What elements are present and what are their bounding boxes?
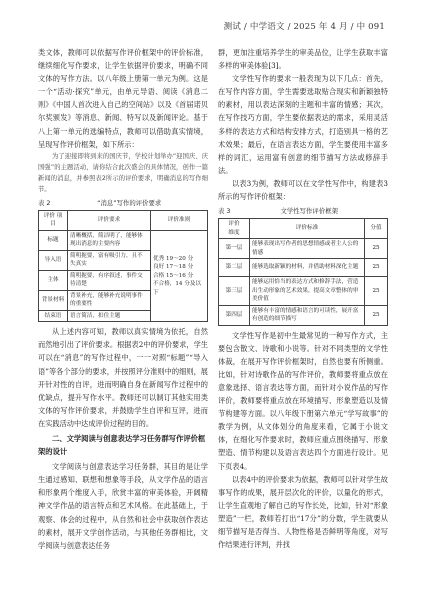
table-row	[219, 277, 388, 306]
table-header-cell: 评价准则	[151, 210, 208, 230]
table-header-cell: 评价 项目	[39, 210, 68, 230]
left-paragraph-3: 文学阅读与创意表达学习任务群，其目的是让学生通过感知、联想和想象等手段，从文学作品的语言和形象两个维度入手，欣赏丰富的审美体验，开阔精神文学作品的语言特点和艺术风格。在此基础上，于观察、体会的过程中，从自然和社会中获取创作表达的素材，展开文学创作活动，与其他任务群相比，文学阅读与创意表达任务	[38, 462, 208, 550]
table-cell-requirement: 背景补充，能够补充说明事件的重要性	[68, 290, 151, 310]
table-cell-standard: 能够选取新颖的材料，并借助材料深化主题	[250, 259, 365, 277]
table-cell-requirement: 简明扼要，富有吸引力，且不失真实	[68, 250, 151, 270]
table-cell-item: 结束语	[39, 310, 68, 322]
table-cell-score: 25	[365, 259, 388, 277]
right-paragraph-1: 群，更加注重培养学生的审美品位，让学生获取丰富多样的审美体验[3]。	[218, 48, 388, 71]
table-cell-score: 25	[365, 239, 388, 259]
table-3-title: 文学性写作评价框架	[280, 207, 338, 216]
table-3-literary-writing-framework	[218, 218, 388, 326]
left-paragraph-1: 类文体，教师可以依据写作评价框架中的评价标准，继续细化写作要求，让学生依据评价要求，明确不同文体的写作方法。以八年级上册第一单元为例。这是一个“活动·探究”单元，由单元导语、阅读《消息二则》《中国人首次进入自己的空间站》以及《首届诺贝尔奖颁发》等消息、新闻、特写以及新闻评论。基于八上第一单元的选编特点，教师可以借助真实情境，呈现写作评价框架，如下所示：	[38, 48, 208, 149]
table-cell-requirement: 语言简洁，扣住主题	[68, 310, 151, 322]
table-cell-dimension: 第三层	[219, 277, 250, 306]
table-3-caption	[218, 206, 388, 216]
table-3-label: 表 3	[218, 207, 231, 216]
table-row	[219, 259, 388, 277]
left-paragraph-2: 从上述内容可知，教师以真实情境为依托，自然而然地引出了评价要求。根据表2中的评价要求，学生可以在“消息”的写作过程中，一一对照“标题”“导入语”等各个部分的要求，并按照评分准则中的细则，展开针对性的自评，进而明确自身在新闻写作过程中的优缺点，提升写作水平。教师还可以制订其他实用类文体的写作评价要求，并鼓励学生自评和互评，进而在实践活动中达成评价过程的目的。	[38, 327, 208, 428]
table-cell-requirement: 简明扼要，有序叙述，事件交待清楚	[68, 270, 151, 290]
table-2-message-writing-requirements	[38, 210, 208, 323]
table-row	[39, 230, 208, 250]
table-row	[219, 305, 388, 325]
table-cell-score: 25	[365, 277, 388, 306]
table-header-cell: 评价标准	[250, 219, 365, 239]
right-paragraph-2: 文学性写作的要求一般表现为以下几点：首先，在写作内容方面，学生需要选取贴合现实和新颖独特的素材，用以表达深刻的主题和丰富的情感；其次，在写作技巧方面，学生要依据表达的需求，采用灵活多样的表达方式和结构安排方式，打造别具一格的艺术效果；最后，在语言表达方面，学生要使用丰富多样的词汇，运用富有创意的细节描写方法或修辞手法。	[218, 74, 388, 175]
section-heading: 二、文学阅读与创意表达学习任务群写作评价框架的设计	[38, 434, 206, 457]
table-cell-dimension: 第二层	[219, 259, 250, 277]
table-header-cell: 评价要求	[68, 210, 151, 230]
table-2-title: “消息”写作的评价要求	[97, 198, 162, 207]
right-paragraph-3: 以表3为例，教师可以在文学性写作中，构建表3所示的写作评价框架：	[218, 178, 388, 202]
table-cell-dimension: 第一层	[219, 239, 250, 259]
page-header	[0, 18, 427, 42]
right-paragraph-4: 文学性写作是初中生最常见的一种写作方式，主要包含散文、诗歌和小说等。针对不同类型的文学性体裁，在展开写作评价框架时，自然也要有所侧重。比如，针对诗歌作品的写作评价，教师要将重点放在意象选择、语言表达等方面，而针对小说作品的写作评价，教师要将重点放在环境描写、形象塑造以及情节构建等方面。以八年级下册第六单元“学写故事”的教学为例，从文体划分的角度来看，它属于小说文体，在细化写作要求时，教师应重点围绕描写、形象塑造、情节构建以及语言表达四个方面进行设计。见下页表4。	[218, 330, 388, 471]
table-header-row	[39, 210, 208, 230]
table-cell-item: 背景材料	[39, 290, 68, 310]
table-cell-item: 标题	[39, 230, 68, 250]
table-cell-requirement: 清晰概括，简洁明了，能够体现出消息的主要内容	[68, 230, 151, 250]
table-cell-standard: 能够表现出写作者的思想情感或者主人公的情感	[250, 239, 365, 259]
table-header-cell: 评价 维度	[219, 219, 250, 239]
table-row	[219, 239, 388, 259]
right-column	[218, 46, 388, 551]
table-header-cell: 分值	[365, 219, 388, 239]
table-cell-dimension: 第四层	[219, 305, 250, 325]
table-cell-item: 导入语	[39, 250, 68, 270]
table-cell-item: 主体	[39, 270, 68, 290]
task-scenario-note: 为了迎接即将到来的国庆节，学校计划举办“迎国庆、庆国强”的主题活动，请你结合此次盛会的具体情况，创作一篇新闻的消息，并参照表2所示的评价要求，明确消息的写作细节。	[38, 152, 208, 193]
header-running-title: 测试 / 中学语文 / 2025 年 4 月 / 中 091	[223, 22, 385, 32]
table-cell-standard: 能够运用恰当的表达方式和修辞手法，营造出生动形象的艺术效果，提高文章整体的审美价值	[250, 277, 365, 306]
right-paragraph-5: 以表4中的评价要求为依据，教师可以针对学生故事写作的成果，展开层次化的评价，以量化的形式，让学生直观地了解自己的写作长处，比如，针对“形象塑造”一栏，教师若打出“17分”的分数，学生就要从细节描写是否得当、人物性格是否鲜明等角度，对写作结果进行评判，并找	[218, 474, 388, 550]
table-2-label: 表 2	[38, 198, 51, 207]
table-cell-standard: 能够有丰富的情感和语言的可读性，展开富有创造的细节描写	[250, 305, 365, 325]
table-header-row	[219, 219, 388, 239]
table-2-caption	[38, 198, 208, 208]
table-cell-criteria: 优秀 19～20 分 良好 17～18 分 合格 15～16 分 不合格，14 分及以下	[151, 230, 208, 322]
left-column	[38, 46, 208, 552]
table-cell-score: 25	[365, 305, 388, 325]
